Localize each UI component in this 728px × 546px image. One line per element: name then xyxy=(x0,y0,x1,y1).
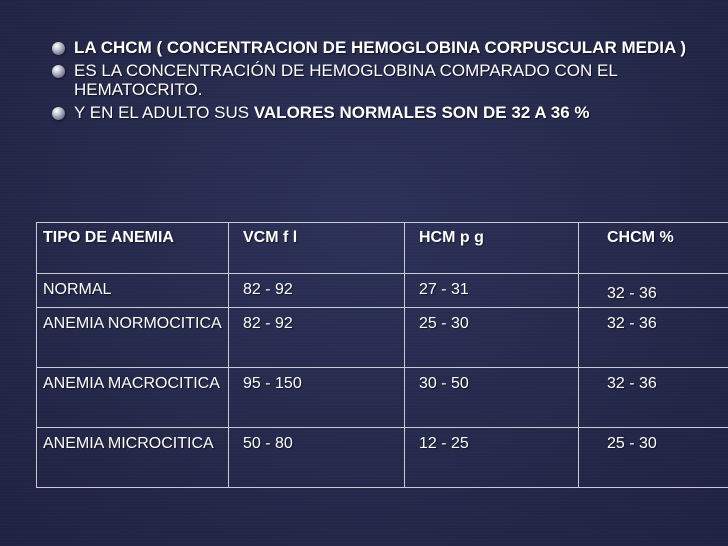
bullet-list xyxy=(52,38,712,126)
table-cell: ANEMIA NORMOCITICA xyxy=(37,308,229,368)
anemia-table xyxy=(36,222,728,488)
table-row xyxy=(37,368,728,428)
header-cell: VCM f l xyxy=(229,223,405,274)
bullet-text-prefix: Y EN EL ADULTO SUS xyxy=(74,103,254,122)
table-cell: 82 - 92 xyxy=(229,308,405,368)
sphere-bullet-icon xyxy=(52,107,65,120)
table-row xyxy=(37,274,728,308)
table-cell-text: 32 - 36 xyxy=(607,285,657,302)
table-cell: ANEMIA MICROCITICA xyxy=(37,428,229,488)
header-cell: TIPO DE ANEMIA xyxy=(37,223,229,274)
header-cell: HCM p g xyxy=(405,223,579,274)
table-cell: 50 - 80 xyxy=(229,428,405,488)
bullet-text-bold: VALORES NORMALES SON DE 32 A 36 % xyxy=(253,103,590,122)
table-cell: ANEMIA MACROCITICA xyxy=(37,368,229,428)
bullet-item xyxy=(52,103,712,122)
table-cell xyxy=(579,274,728,308)
bullet-text: LA CHCM ( CONCENTRACION DE HEMOGLOBINA CORPUSCULAR MEDIA ) xyxy=(74,38,686,57)
table-cell: 27 - 31 xyxy=(405,274,579,308)
sphere-bullet-icon xyxy=(52,42,65,55)
table-cell: 12 - 25 xyxy=(405,428,579,488)
table-cell: 25 - 30 xyxy=(579,428,728,488)
table-row xyxy=(37,428,728,488)
table-cell: 25 - 30 xyxy=(405,308,579,368)
table-cell: 82 - 92 xyxy=(229,274,405,308)
table-header-row xyxy=(37,223,728,274)
table-row xyxy=(37,308,728,368)
table-cell: 32 - 36 xyxy=(579,368,728,428)
header-cell: CHCM % xyxy=(579,223,728,274)
table-cell: 95 - 150 xyxy=(229,368,405,428)
sphere-bullet-icon xyxy=(52,65,65,78)
bullet-text: ES LA CONCENTRACIÓN DE HEMOGLOBINA COMPARADO CON EL HEMATOCRITO. xyxy=(74,61,618,99)
table-cell: 32 - 36 xyxy=(579,308,728,368)
table-cell: NORMAL xyxy=(37,274,229,308)
bullet-item xyxy=(52,61,712,99)
table-cell: 30 - 50 xyxy=(405,368,579,428)
bullet-item xyxy=(52,38,712,57)
